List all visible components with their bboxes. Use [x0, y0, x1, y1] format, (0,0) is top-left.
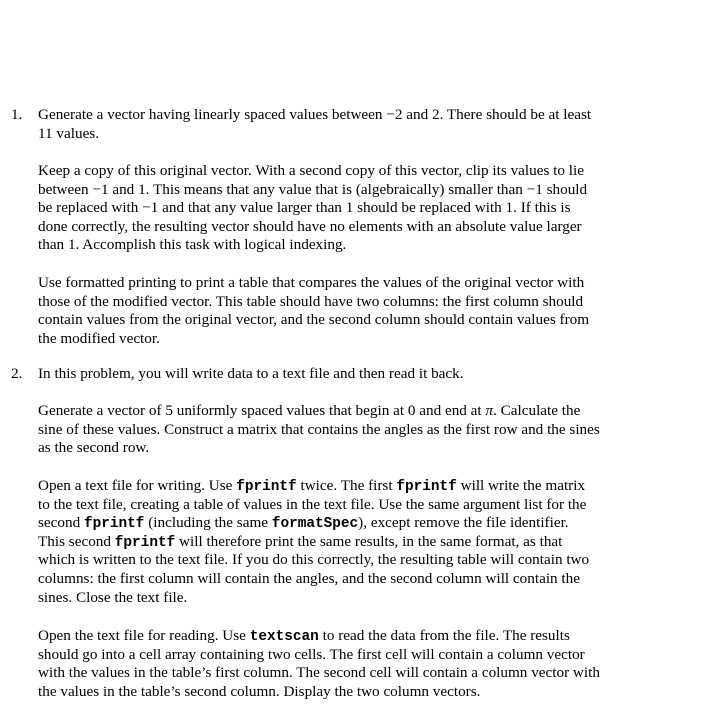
problem-number: 2. — [11, 365, 23, 382]
text-run: will write the matrix — [456, 477, 586, 494]
text-line: than 1. Accomplish this task with logical indexing. — [38, 236, 347, 254]
text-run: should go into a cell array containing two cells. The first cell will contain a column vector — [38, 645, 585, 663]
problem-2-paragraph-3 — [38, 477, 648, 607]
text-run: with the values in the table’s first column. The second cell will contain a column vector with — [38, 664, 600, 682]
text-line: Use formatted printing to print a table that compares the values of the original vector with — [38, 274, 585, 291]
text-run: the values in the table’s second column. Display the two column vectors. — [38, 682, 481, 700]
text-line: contain values from the original vector, and the second column should contain values from — [38, 311, 590, 329]
text-line — [38, 402, 648, 421]
inline-code: fprintf — [83, 516, 145, 533]
text-run: sine of these values. Construct a matrix that contains the angles as the first row and the sines — [38, 420, 600, 438]
text-run: (including the same — [144, 514, 272, 532]
text-run: as the second row. — [38, 439, 150, 457]
text-line — [38, 439, 648, 458]
text-run: twice. The first — [296, 477, 397, 494]
text-run: which is written to the text file. If you do this correctly, the resulting table will contain two — [38, 551, 590, 569]
text-line: the modified vector. — [38, 329, 160, 347]
text-line: done correctly, the resulting vector should have no elements with an absolute value larger — [38, 217, 582, 235]
text-line — [38, 570, 648, 589]
text-run: will therefore print the same results, in the same format, as that — [175, 532, 563, 550]
text-line — [38, 589, 648, 608]
problem-1-paragraph-2 — [38, 162, 648, 255]
inline-code: fprintf — [114, 534, 176, 551]
text-line — [38, 646, 648, 665]
text-run: second — [38, 514, 84, 532]
text-run: to read the data from the file. The results — [318, 627, 570, 644]
problem-2-paragraph-1 — [38, 365, 648, 384]
inline-code: fprintf — [396, 479, 457, 495]
text-line: In this problem, you will write data to a text file and then read it back. — [38, 365, 464, 382]
problem-1-paragraph-1 — [38, 106, 648, 143]
problem-2-paragraph-2 — [38, 402, 648, 458]
text-run: sines. Close the text file. — [38, 588, 188, 606]
text-line: Keep a copy of this original vector. With a second copy of this vector, clip its values to lie — [38, 162, 584, 179]
inline-code: formatSpec — [271, 516, 359, 533]
text-run: Open a text file for writing. Use — [38, 477, 237, 494]
inline-code: textscan — [249, 629, 319, 645]
text-line — [38, 627, 648, 646]
text-line — [38, 514, 648, 533]
text-run: Open the text file for reading. Use — [38, 627, 250, 644]
problem-1-paragraph-3 — [38, 274, 648, 348]
text-line — [38, 533, 648, 552]
text-line: those of the modified vector. This table should have two columns: the first column should — [38, 292, 584, 310]
text-run: Generate a vector of 5 uniformly spaced values that begin at 0 and end at — [38, 402, 486, 419]
text-line: 11 values. — [38, 124, 100, 142]
text-run: to the text file, creating a table of values in the text file. Use the same argument list for the — [38, 495, 587, 513]
text-run: columns: the first column will contain the angles, and the second column will contain the — [38, 569, 580, 587]
text-line: be replaced with −1 and that any value larger than 1 should be replaced with 1. If this is — [38, 199, 571, 217]
problem-2-paragraph-4 — [38, 627, 648, 701]
text-line: Generate a vector having linearly spaced values between −2 and 2. There should be at least — [38, 106, 592, 123]
text-run: This second — [38, 532, 115, 550]
math-symbol: π — [485, 402, 494, 419]
text-line — [38, 551, 648, 570]
text-line: between −1 and 1. This means that any value that is (algebraically) smaller than −1 should — [38, 180, 588, 198]
text-run: . Calculate the — [493, 402, 581, 419]
text-run: ), except remove the file identifier. — [358, 514, 569, 532]
text-line — [38, 683, 648, 702]
inline-code: fprintf — [236, 479, 297, 495]
text-line — [38, 477, 648, 496]
text-line — [38, 664, 648, 683]
problem-number: 1. — [11, 106, 23, 123]
text-line — [38, 496, 648, 515]
text-line — [38, 421, 648, 440]
